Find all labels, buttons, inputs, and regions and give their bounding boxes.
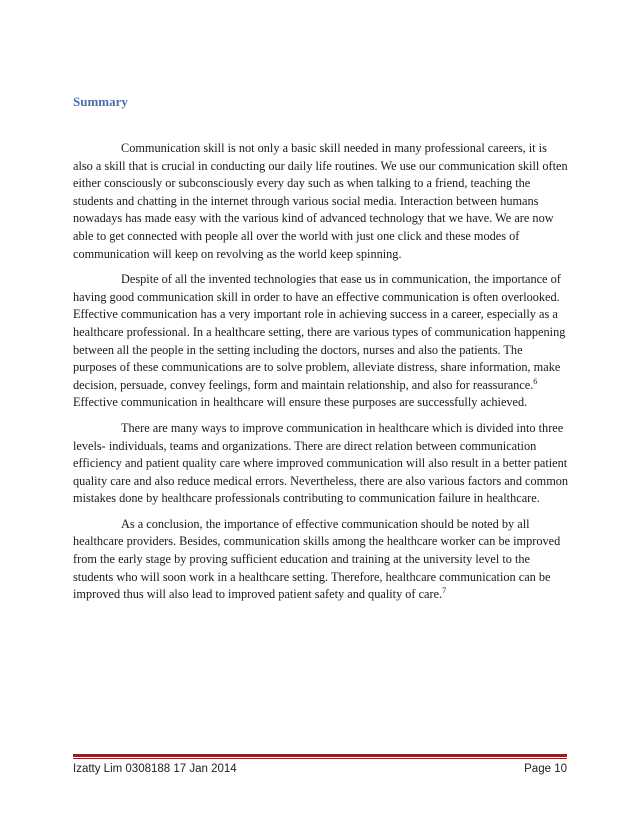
paragraph-4-text: As a conclusion, the importance of effective communication should be noted by all healthcare providers. Besides, communication skills among the healthcare worker can be improved from the early stage by proving sufficient education and training at the university level to the students who will soon work in a healthcare setting. Therefore, healthcare communication can be improved thus will also lead to improved patient safety and quality of care. (73, 516, 561, 602)
footer-rule (73, 754, 567, 757)
citation-7: 7 (442, 586, 447, 596)
paragraph-2 (73, 271, 569, 412)
footer-page-number: Page 10 (524, 763, 567, 775)
citation-6: 6 (533, 376, 538, 386)
footer-author-info: Izatty Lim 0308188 17 Jan 2014 (73, 763, 237, 775)
paragraph-4 (73, 516, 569, 604)
paragraph-1: Communication skill is not only a basic skill needed in many professional careers, it is also a skill that is crucial in conducting our daily life routines. We use our communication skill often either consciously or subconsciously every day such as when talking to a friend, teaching the students and chatting in the internet through various social media. Interaction between humans nowadays has made easy with the various kind of advanced technology that we have. We are now able to get connected with people all over the world with just one click and these modes of communication will keep on revolving as the world keep spinning. (73, 141, 568, 261)
body-text (73, 140, 569, 612)
paragraph-3: There are many ways to improve communication in healthcare which is divided into three levels- individuals, teams and organizations. There are direct relation between communication efficiency and patient quality care where improved communication will also result in a better patient quality care and also reduce medical errors. Nevertheless, there are also various factors and common mistakes done by healthcare professionals contributing to communication failure in healthcare. (73, 420, 569, 506)
paragraph-2-text: Despite of all the invented technologies that ease us in communication, the importance of having good communication skill in order to have an effective communication is often overlooked. Effective communication has a very important role in achieving success in a career, especially as a healthcare professional. In a healthcare setting, there are various types of communication happening between all the people in the setting including the doctors, nurses and also the patients. The purposes of these communications are to solve problem, alleviate distress, share information, make decision, persuade, convey feelings, form and maintain relationship, and also for reassurance. (73, 272, 566, 392)
section-heading: Summary (73, 94, 128, 109)
footer-rule-thin (73, 758, 567, 759)
paragraph-2-text-after: Effective communication in healthcare will ensure these purposes are successfully achieved. (73, 395, 528, 410)
